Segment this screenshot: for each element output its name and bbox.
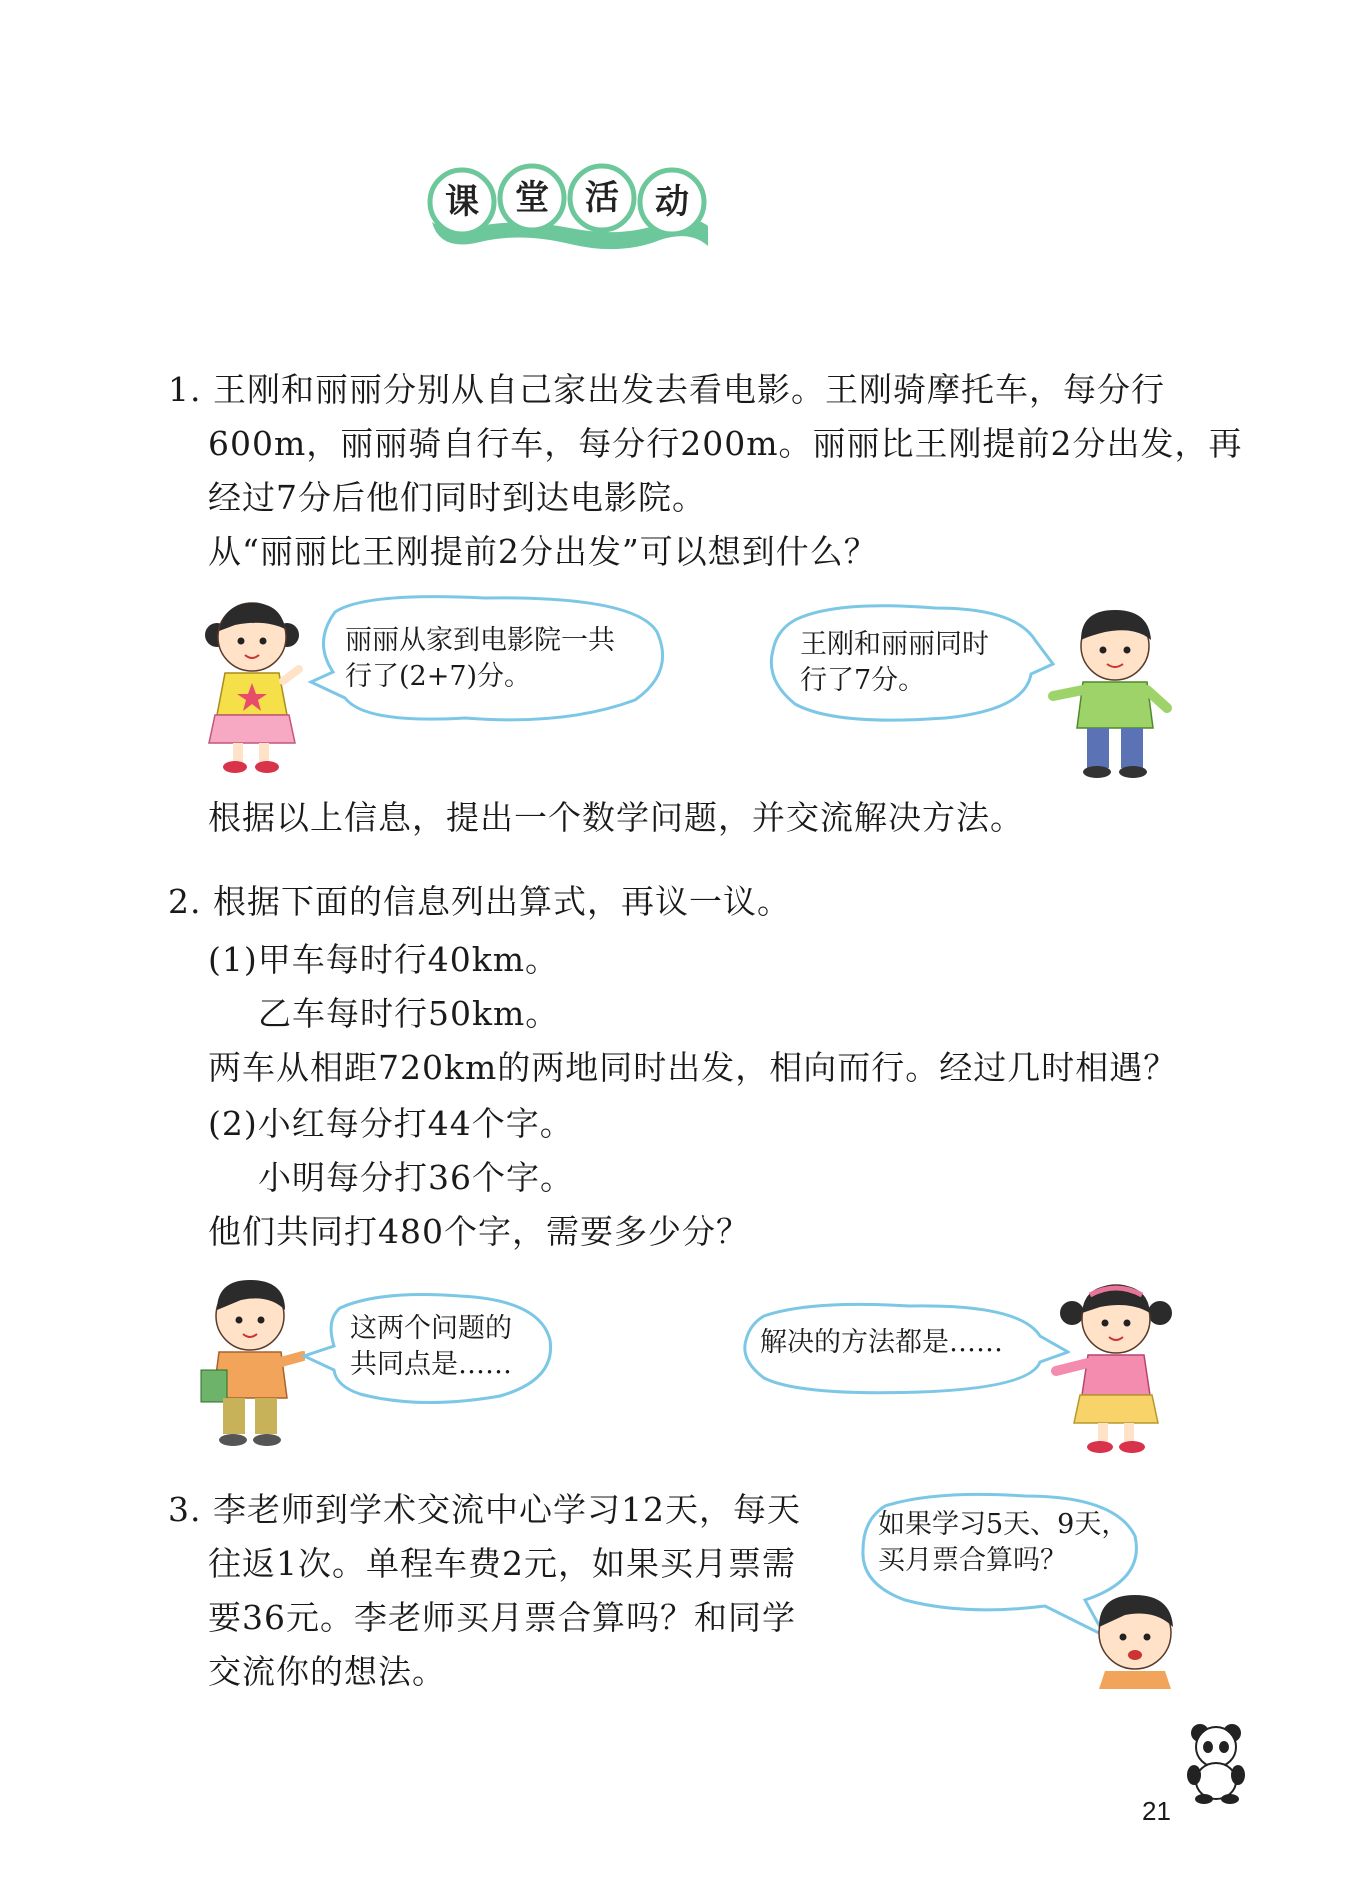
q2-title: 2. 根据下面的信息列出算式，再议一议。: [168, 882, 791, 921]
q2-part1-line-2: 乙车每时行50km。: [258, 994, 560, 1033]
boy-head-illustration: [1085, 1585, 1185, 1690]
q1-footer: 根据以上信息，提出一个数学问题，并交流解决方法。: [208, 798, 1024, 837]
bubble-q3-line-1: 如果学习5天、9天，: [878, 1509, 1129, 1540]
badge-char-1: 课: [445, 182, 479, 222]
girl-pink-illustration: [1050, 1275, 1180, 1460]
q3-line-1: 3. 李老师到学术交流中心学习12天，每天: [168, 1490, 801, 1529]
bubble-left-line-2: 行了(2+7)分。: [345, 661, 532, 692]
bubble-left2-line-2: 共同点是……: [350, 1349, 512, 1380]
bubble-right-line-2: 行了7分。: [800, 665, 926, 696]
q3-line-3: 要36元。李老师买月票合算吗？和同学: [208, 1598, 796, 1637]
panda-icon: [1180, 1715, 1250, 1805]
q1-line-1: 1. 王刚和丽丽分别从自己家出发去看电影。王刚骑摩托车，每分行: [168, 370, 1165, 409]
q2-part1-line-3: 两车从相距720km的两地同时出发，相向而行。经过几时相遇？: [208, 1048, 1178, 1087]
q1-line-3: 经过7分后他们同时到达电影院。: [208, 478, 706, 517]
bubble-right2-line-1: 解决的方法都是……: [760, 1327, 1003, 1358]
q1-line-4: 从“丽丽比王刚提前2分出发”可以想到什么？: [208, 532, 878, 571]
q2-part2-line-1: (2)小红每分打44个字。: [208, 1104, 574, 1143]
bubble-q3-line-2: 买月票合算吗？: [878, 1545, 1067, 1576]
page-number: 21: [1142, 1796, 1171, 1826]
badge-char-4: 动: [655, 182, 689, 222]
q1-line-2: 600m，丽丽骑自行车，每分行200m。丽丽比王刚提前2分出发，再: [208, 424, 1243, 463]
q3-line-4: 交流你的想法。: [208, 1652, 446, 1691]
badge-char-2: 堂: [515, 178, 549, 218]
boy-with-book-illustration: [195, 1270, 305, 1450]
badge-char-3: 活: [585, 178, 619, 218]
boy-illustration: [1045, 600, 1175, 780]
q3-line-2: 往返1次。单程车费2元，如果买月票需: [208, 1544, 796, 1583]
q2-part1-line-1: (1)甲车每时行40km。: [208, 940, 560, 979]
bubble-left-line-1: 丽丽从家到电影院一共: [345, 625, 615, 656]
girl-illustration: [195, 595, 305, 775]
bubble-left2-line-1: 这两个问题的: [350, 1313, 512, 1344]
q2-part2-line-2: 小明每分打36个字。: [258, 1158, 574, 1197]
q2-part2-line-3: 他们共同打480个字，需要多少分？: [208, 1212, 750, 1251]
bubble-right-line-1: 王刚和丽丽同时: [800, 629, 989, 660]
